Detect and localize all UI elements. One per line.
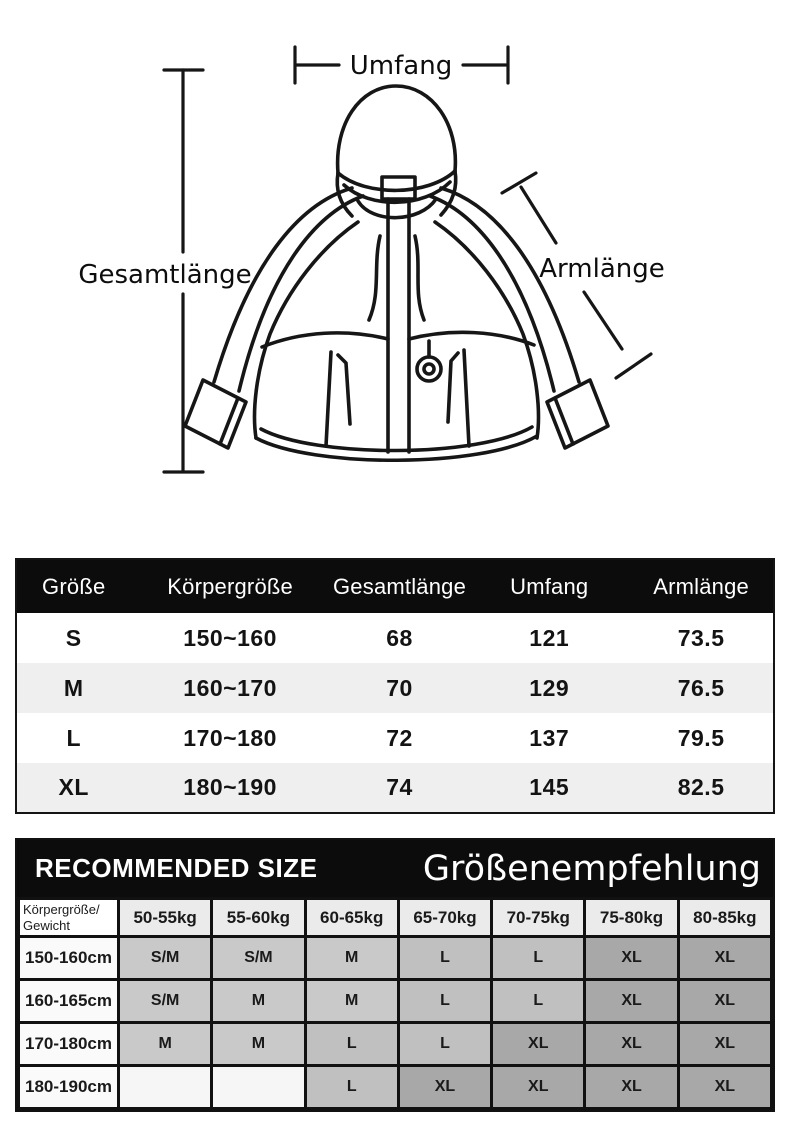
jacket-zipper-pull <box>417 341 441 381</box>
recommended-size-cell: M <box>305 937 398 980</box>
recommended-size-title-en: RECOMMENDED SIZE <box>35 853 318 883</box>
recommended-size-cell <box>212 1066 305 1109</box>
recommended-size-cell: XL <box>678 1023 771 1066</box>
recommended-size-cell: L <box>305 1066 398 1109</box>
recommended-size-cell: S/M <box>119 937 212 980</box>
umfang-label: Umfang <box>349 51 453 81</box>
jacket-pockets <box>326 350 469 446</box>
weight-header: 60-65kg <box>305 899 398 937</box>
recommended-size-cell: XL <box>678 937 771 980</box>
total-length-value: 70 <box>330 663 469 713</box>
size-label: L <box>16 713 130 763</box>
height-label: 170-180cm <box>19 1023 119 1066</box>
height-label: 160-165cm <box>19 980 119 1023</box>
recommended-size-cell: L <box>398 937 491 980</box>
corner-label-line2: Gewicht <box>23 917 70 933</box>
recommended-size-cell: M <box>212 1023 305 1066</box>
col-header-gesamtlaenge: Gesamtlänge <box>330 559 469 613</box>
gesamtlaenge-label: Gesamtlänge <box>78 260 252 290</box>
total-length-value: 68 <box>330 613 469 663</box>
height-label: 150-160cm <box>19 937 119 980</box>
height-label: 180-190cm <box>19 1066 119 1109</box>
recommended-size-cell: M <box>212 980 305 1023</box>
arm-length-value: 76.5 <box>629 663 774 713</box>
size-label: M <box>16 663 130 713</box>
size-table-header-row <box>16 559 774 613</box>
total-length-value: 74 <box>330 763 469 813</box>
size-label: S <box>16 613 130 663</box>
arm-length-value: 82.5 <box>629 763 774 813</box>
height-row-160-165 <box>19 980 772 1023</box>
recommended-size-cell: XL <box>678 1066 771 1109</box>
body-height-value: 150~160 <box>130 613 329 663</box>
weight-header-row <box>19 899 772 937</box>
weight-header: 65-70kg <box>398 899 491 937</box>
recommendation-matrix <box>17 897 773 1110</box>
recommended-size-cell: XL <box>585 980 678 1023</box>
size-label: XL <box>16 763 130 813</box>
body-height-value: 160~170 <box>130 663 329 713</box>
size-row-xl <box>16 763 774 813</box>
arm-length-value: 79.5 <box>629 713 774 763</box>
jacket-left-sleeve <box>185 188 363 448</box>
jacket-right-sleeve <box>430 188 608 448</box>
recommended-size-cell: XL <box>492 1066 585 1109</box>
height-row-180-190 <box>19 1066 772 1109</box>
armlaenge-label: Armlänge <box>539 254 665 284</box>
height-row-170-180 <box>19 1023 772 1066</box>
weight-header: 50-55kg <box>119 899 212 937</box>
recommended-size-cell: L <box>398 980 491 1023</box>
circumference-value: 129 <box>469 663 629 713</box>
col-header-umfang: Umfang <box>469 559 629 613</box>
weight-header: 55-60kg <box>212 899 305 937</box>
recommended-size-cell <box>119 1066 212 1109</box>
recommended-size-cell: XL <box>585 1023 678 1066</box>
circumference-value: 137 <box>469 713 629 763</box>
jacket-measurement-diagram <box>0 0 790 545</box>
size-row-s <box>16 613 774 663</box>
weight-header: 70-75kg <box>492 899 585 937</box>
col-header-armlaenge: Armlänge <box>629 559 774 613</box>
recommended-size-cell: L <box>398 1023 491 1066</box>
recommended-size-cell: L <box>492 980 585 1023</box>
recommended-size-cell: XL <box>678 980 771 1023</box>
height-row-150-160 <box>19 937 772 980</box>
recommended-size-banner <box>17 840 773 897</box>
recommended-size-cell: L <box>305 1023 398 1066</box>
jacket-body <box>255 222 539 460</box>
corner-label <box>19 899 119 937</box>
jacket-drawcords <box>369 236 424 320</box>
recommended-size-cell: XL <box>585 937 678 980</box>
total-length-value: 72 <box>330 713 469 763</box>
circumference-value: 121 <box>469 613 629 663</box>
recommended-size-cell: M <box>305 980 398 1023</box>
body-height-value: 170~180 <box>130 713 329 763</box>
recommended-size-cell: M <box>119 1023 212 1066</box>
body-height-value: 180~190 <box>130 763 329 813</box>
recommended-size-cell: S/M <box>212 937 305 980</box>
size-row-l <box>16 713 774 763</box>
recommended-size-cell: XL <box>398 1066 491 1109</box>
recommended-size-title-de: Größenempfehlung <box>422 848 761 889</box>
corner-label-line1: Körpergröße/ <box>23 902 100 917</box>
col-header-koerpergroesse: Körpergröße <box>130 559 329 613</box>
circumference-value: 145 <box>469 763 629 813</box>
weight-header: 80-85kg <box>678 899 771 937</box>
recommended-size-cell: XL <box>585 1066 678 1109</box>
arm-length-value: 73.5 <box>629 613 774 663</box>
size-measurements-table <box>15 558 775 814</box>
recommended-size-cell: XL <box>492 1023 585 1066</box>
col-header-groesse: Größe <box>16 559 130 613</box>
recommended-size-cell: S/M <box>119 980 212 1023</box>
weight-header: 75-80kg <box>585 899 678 937</box>
recommended-size-section <box>15 838 775 1112</box>
recommended-size-cell: L <box>492 937 585 980</box>
size-row-m <box>16 663 774 713</box>
